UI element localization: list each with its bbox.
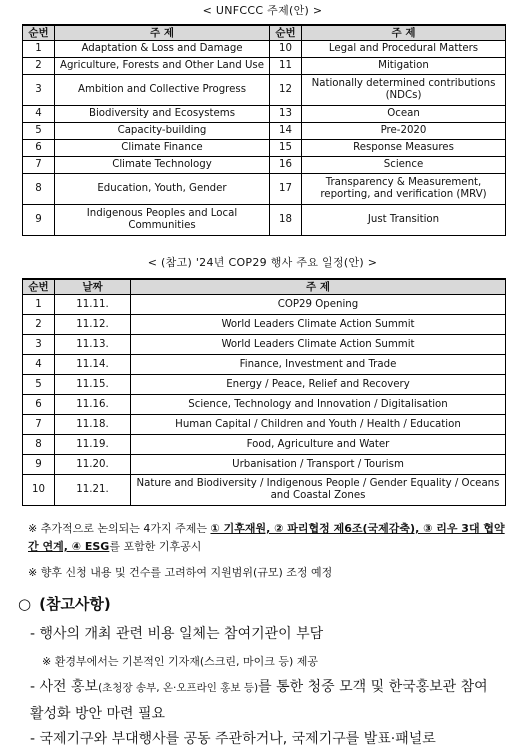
table-cell: Urbanisation / Transport / Tourism bbox=[131, 455, 506, 475]
table-cell: 7 bbox=[23, 415, 55, 435]
header-topic: 주 제 bbox=[131, 279, 506, 295]
reference-bullet-cohost: - 국제기구와 부대행사를 공동 주관하거나, 국제기구를 발표·패널로 bbox=[30, 731, 436, 747]
note-additional-topics: ※ 추가적으로 논의되는 4가지 주제는 ① 기후재원, ② 파리협정 제6조(국제감축), ③ 리우 3대 협약 간 연계, ④ ESG를 포함한 기후공시 bbox=[28, 522, 505, 553]
table-row bbox=[23, 174, 506, 205]
unfccc-topics-table bbox=[22, 24, 506, 236]
table-cell: 4 bbox=[23, 106, 55, 123]
table-cell: Legal and Procedural Matters bbox=[302, 41, 506, 58]
reference-bullet-promotion: - 사전 홍보(초청장 송부, 온·오프라인 홍보 등)를 통한 청중 모객 및 한국홍보관 참여 활성화 방안 마련 필요 bbox=[30, 679, 488, 722]
reference-title: (참고사항) bbox=[39, 595, 111, 613]
table-cell: Climate Finance bbox=[55, 140, 270, 157]
table-cell: 11.15. bbox=[55, 375, 131, 395]
table2-caption: < (참고) '24년 COP29 행사 주요 일정(안) > bbox=[147, 256, 378, 269]
table-cell: Just Transition bbox=[302, 205, 506, 236]
header-topic: 주 제 bbox=[55, 25, 270, 41]
reference-bullet-cost: - 행사의 개최 관련 비용 일체는 참여기관이 부담 bbox=[30, 626, 324, 642]
note-bold-topics: ① 기후재원, ② 파리협정 제6조(국제감축), ③ 리우 3대 협약 간 연계, ④ ESG bbox=[28, 522, 505, 553]
table-cell: 3 bbox=[23, 335, 55, 355]
table-cell: Pre-2020 bbox=[302, 123, 506, 140]
table-cell: 5 bbox=[23, 375, 55, 395]
table-cell: 9 bbox=[23, 205, 55, 236]
table-cell: 11 bbox=[270, 58, 302, 75]
reference-heading bbox=[18, 593, 111, 614]
table-cell: 1 bbox=[23, 295, 55, 315]
table-header-row bbox=[23, 25, 506, 41]
table-row bbox=[23, 395, 506, 415]
table-cell: 14 bbox=[270, 123, 302, 140]
table-row bbox=[23, 375, 506, 395]
table-cell: 12 bbox=[270, 75, 302, 106]
header-no: 순번 bbox=[23, 25, 55, 41]
table-row bbox=[23, 58, 506, 75]
table-cell: 11.13. bbox=[55, 335, 131, 355]
table-cell: 11.16. bbox=[55, 395, 131, 415]
table-cell: 9 bbox=[23, 455, 55, 475]
table-cell: Science, Technology and Innovation / Digitalisation bbox=[131, 395, 506, 415]
table-row bbox=[23, 415, 506, 435]
table-cell: Capacity-building bbox=[55, 123, 270, 140]
table-cell: 6 bbox=[23, 140, 55, 157]
table-row bbox=[23, 315, 506, 335]
table-cell: Education, Youth, Gender bbox=[55, 174, 270, 205]
table-row bbox=[23, 295, 506, 315]
table-row bbox=[23, 106, 506, 123]
table-cell: Climate Technology bbox=[55, 157, 270, 174]
cop29-schedule-table bbox=[22, 278, 506, 506]
table-cell: Nature and Biodiversity / Indigenous People / Gender Equality / Oceans and Coastal Zones bbox=[131, 475, 506, 506]
table-cell: 11.11. bbox=[55, 295, 131, 315]
table-cell: Transparency & Measurement, reporting, and verification (MRV) bbox=[302, 174, 506, 205]
table-cell: Human Capital / Children and Youth / Health / Education bbox=[131, 415, 506, 435]
note-support-scope: ※ 향후 신청 내용 및 건수를 고려하여 지원범위(규모) 조정 예정 bbox=[28, 566, 333, 579]
table-cell: 11.18. bbox=[55, 415, 131, 435]
circle-bullet-icon: ○ bbox=[18, 595, 32, 613]
table-cell: Indigenous Peoples and Local Communities bbox=[55, 205, 270, 236]
table-row bbox=[23, 475, 506, 506]
table-cell: 11.19. bbox=[55, 435, 131, 455]
table-cell: Adaptation & Loss and Damage bbox=[55, 41, 270, 58]
table-cell: 11.12. bbox=[55, 315, 131, 335]
table-row bbox=[23, 41, 506, 58]
table-cell: 10 bbox=[23, 475, 55, 506]
table-cell: 18 bbox=[270, 205, 302, 236]
table-row bbox=[23, 75, 506, 106]
table1-caption: < UNFCCC 주제(안) > bbox=[202, 4, 323, 17]
reference-sub-equipment: ※ 환경부에서는 기본적인 기자재(스크린, 마이크 등) 제공 bbox=[42, 655, 319, 668]
table-cell: Response Measures bbox=[302, 140, 506, 157]
table-cell: 2 bbox=[23, 315, 55, 335]
table-cell: Nationally determined contributions (NDCs) bbox=[302, 75, 506, 106]
table-cell: Ambition and Collective Progress bbox=[55, 75, 270, 106]
table-cell: 11.20. bbox=[55, 455, 131, 475]
table-row bbox=[23, 435, 506, 455]
table-cell: 15 bbox=[270, 140, 302, 157]
table-cell: 3 bbox=[23, 75, 55, 106]
header-no: 순번 bbox=[270, 25, 302, 41]
table-cell: World Leaders Climate Action Summit bbox=[131, 335, 506, 355]
table-row bbox=[23, 455, 506, 475]
table-cell: 6 bbox=[23, 395, 55, 415]
table-row bbox=[23, 140, 506, 157]
table-row bbox=[23, 205, 506, 236]
table-cell: 2 bbox=[23, 58, 55, 75]
table-row bbox=[23, 355, 506, 375]
header-no: 순번 bbox=[23, 279, 55, 295]
table-row bbox=[23, 123, 506, 140]
table-row bbox=[23, 157, 506, 174]
table-cell: Food, Agriculture and Water bbox=[131, 435, 506, 455]
table-cell: COP29 Opening bbox=[131, 295, 506, 315]
table-cell: Mitigation bbox=[302, 58, 506, 75]
table-cell: Biodiversity and Ecosystems bbox=[55, 106, 270, 123]
table-cell: 8 bbox=[23, 174, 55, 205]
table-cell: 4 bbox=[23, 355, 55, 375]
table-header-row bbox=[23, 279, 506, 295]
table-row bbox=[23, 335, 506, 355]
table-cell: Agriculture, Forests and Other Land Use bbox=[55, 58, 270, 75]
table-cell: World Leaders Climate Action Summit bbox=[131, 315, 506, 335]
table-cell: Science bbox=[302, 157, 506, 174]
table-cell: 17 bbox=[270, 174, 302, 205]
table-cell: Finance, Investment and Trade bbox=[131, 355, 506, 375]
table-cell: 13 bbox=[270, 106, 302, 123]
header-topic: 주 제 bbox=[302, 25, 506, 41]
table-cell: 10 bbox=[270, 41, 302, 58]
table-cell: 11.21. bbox=[55, 475, 131, 506]
header-date: 날짜 bbox=[55, 279, 131, 295]
table-cell: 7 bbox=[23, 157, 55, 174]
table-cell: 8 bbox=[23, 435, 55, 455]
table-cell: 16 bbox=[270, 157, 302, 174]
table-cell: 5 bbox=[23, 123, 55, 140]
table-cell: Energy / Peace, Relief and Recovery bbox=[131, 375, 506, 395]
table-cell: Ocean bbox=[302, 106, 506, 123]
table-cell: 11.14. bbox=[55, 355, 131, 375]
table-cell: 1 bbox=[23, 41, 55, 58]
